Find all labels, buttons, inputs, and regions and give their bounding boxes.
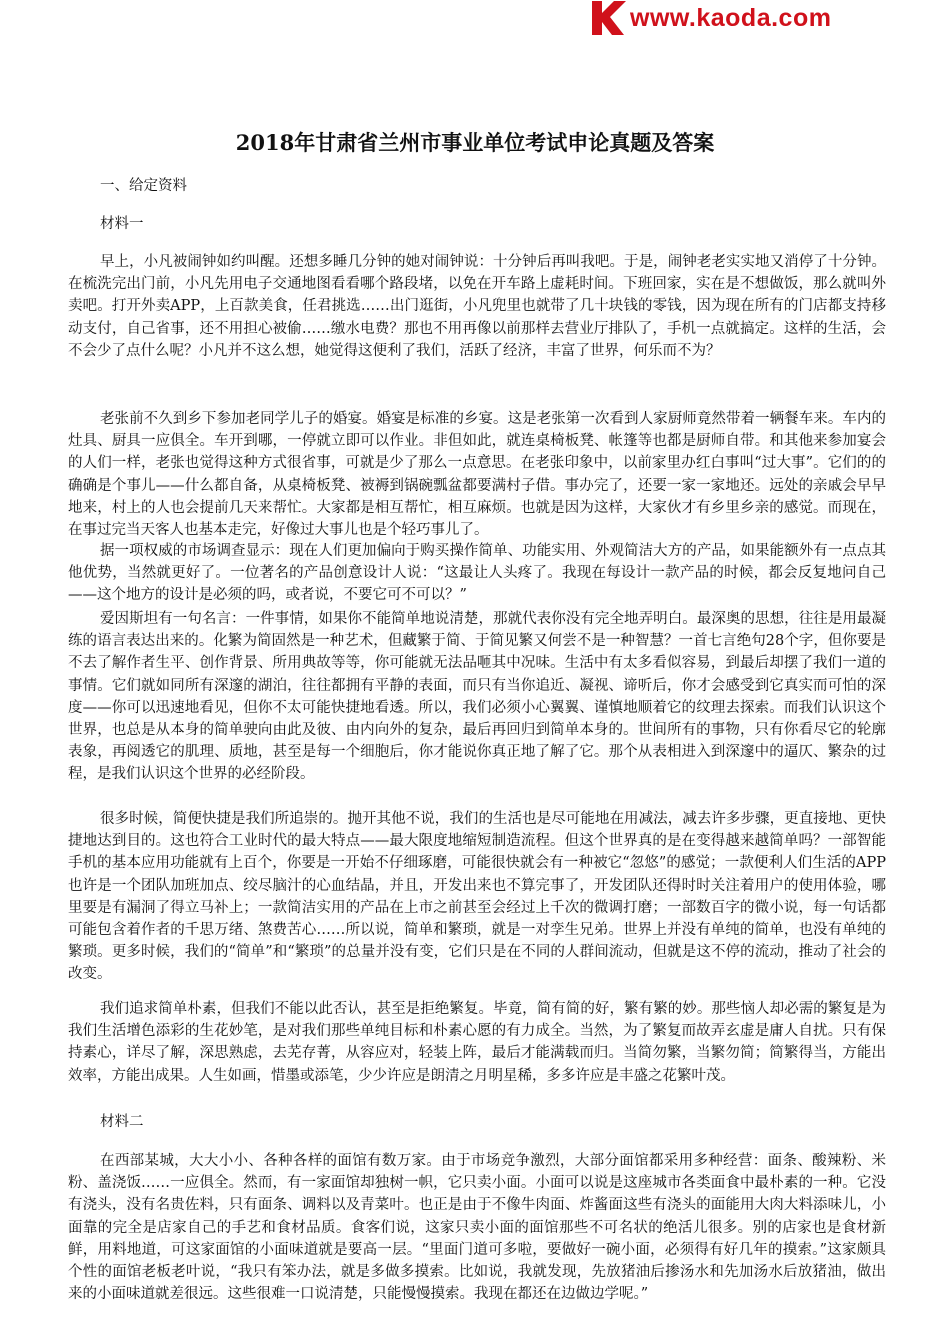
paragraph: 在西部某城，大大小小、各种各样的面馆有数万家。由于市场竞争激烈，大部分面馆都采用多种经营：面条、酸辣粉、米粉、盖浇饭……一应俱全。然而，有一家面馆却独树一帜，它只卖小面。小面可以说是这座城市各类面食中最朴素的一种。它没有浇头，没有名贵佐料，只有面条、调料以及青菜叶。也正是由于不像牛肉面、炸酱面这些有浇头的面能用大肉大料添味儿，小面靠的完全是店家自己的手艺和食材品质。食客们说，这家只卖小面的面馆那些不可名状的绝活儿很多。别的店家也是食材新鲜，用料地道，可这家面馆的小面味道就是要高一层。“里面门道可多啦，要做好一碗小面，必须得有好几年的摸索。”这家颇具个性的面馆老板老叶说，“我只有笨办法，就是多做多摸索。比如说，我就发现，先放猪油后掺汤水和先加汤水后放猪油，做出来的小面味道就差很远。这些很难一口说清楚，只能慢慢摸索。我现在都还在边做边学呢。” (68, 1153, 886, 1303)
site-logo[interactable] (588, 0, 918, 36)
material-two-heading: 材料二 (100, 1114, 144, 1130)
paragraph: 很多时候，简便快捷是我们所追崇的。抛开其他不说，我们的生活也是尽可能地在用减法，减去许多步骤，更直接地、更快捷地达到目的。这也符合工业时代的最大特点——最大限度地缩短制造流程。但这个世界真的是在变得越来越简单吗？一部智能手机的基本应用功能就有上百个，你要是一开始不仔细琢磨，可能很快就会有一种被它“忽悠”的感觉；一款便利人们生活的APP也许是一个团队加班加点、绞尽脑汁的心血结晶，并且，开发出来也不算完事了，开发团队还得时时关注着用户的使用体验，哪里要是有漏洞了得立马补上；一款简洁实用的产品在上市之前甚至会经过上千次的微调打磨；一部数百字的微小说，每一句话都可能包含着作者的千思万绪、煞费苦心……所以说，简单和繁琐，就是一对孪生兄弟。世界上并没有单纯的简单，也没有单纯的繁琐。更多时候，我们的“简单”和“繁琐”的总量并没有变，它们只是在不同的人群间流动，但就是这不停的流动，推动了社会的改变。 (68, 811, 886, 983)
paragraph: 老张前不久到乡下参加老同学儿子的婚宴。婚宴是标准的乡宴。这是老张第一次看到人家厨师竟然带着一辆餐车来。车内的灶具、厨具一应俱全。车开到哪，一停就立即可以作业。非但如此，就连桌椅板凳、帐篷等也都是厨师自带。和其他来参加宴会的人们一样，老张也觉得这种方式很省事，可就是少了那么一点意思。在老张印象中，以前家里办红白事叫“过大事”。它们的的确确是个事儿——什么都自备，从桌椅板凳、被褥到锅碗瓢盆都要满村子借。事办完了，还要一家一家地还。远处的亲戚会早早地来，村上的人也会提前几天来帮忙。大家都是相互帮忙，相互麻烦。也就是因为这样，大家伙才有乡里乡亲的感觉。而现在，在事过完当天客人也基本走完，好像过大事儿也是个轻巧事儿了。 (68, 411, 886, 539)
paragraph: 我们追求简单朴素，但我们不能以此否认，甚至是拒绝繁复。毕竟，简有简的好，繁有繁的妙。那些恼人却必需的繁复是为我们生活增色添彩的生花妙笔，是对我们那些单纯目标和朴素心愿的有力成全。当然，为了繁复而故弄玄虚是庸人自扰。只有保持素心，详尽了解，深思熟虑，去芜存菁，从容应对，轻装上阵，最后才能满载而归。当简勿繁，当繁勿简；简繁得当，方能出效率，方能出成果。人生如画，惜墨或添笔，少少许应是朗清之月明星稀，多多许应是丰盛之花繁叶茂。 (68, 1001, 886, 1084)
material-one-heading: 材料一 (100, 216, 144, 232)
paragraph: 早上，小凡被闹钟如约叫醒。还想多睡几分钟的她对闹钟说：十分钟后再叫我吧。于是，闹钟老老实实地又消停了十分钟。在梳洗完出门前，小凡先用电子交通地图看看哪个路段堵，以免在开车路上虚耗时间。下班回家，实在是不想做饭，那么就叫外卖吧。打开外卖APP，上百款美食，任君挑选……出门逛街，小凡兜里也就带了几十块钱的零钱，因为现在所有的门店都支持移动支付，自己省事，还不用担心被偷……缴水电费？那也不用再像以前那样去营业厅排队了，手机一点就搞定。这样的生活，会不会少了点什么呢？小凡并不这么想，她觉得这便利了我们，活跃了经济，丰富了世界，何乐而不为？ (68, 254, 886, 359)
logo-text: www.kaoda.com (630, 4, 832, 32)
paragraph: 据一项权威的市场调查显示：现在人们更加偏向于购买操作简单、功能实用、外观简洁大方的产品，如果能额外有一点点其他优势，当然就更好了。一位著名的产品创意设计人说：“这最让人头疼了。我现在每设计一款产品的时候，都会反复地问自己——这个地方的设计是必须的吗，或者说，不要它可不可以？” (68, 543, 886, 604)
kaoda-logo-icon (588, 1, 628, 35)
section-heading: 一、给定资料 (100, 178, 187, 194)
paragraph: 爱因斯坦有一句名言：一件事情，如果你不能简单地说清楚，那就代表你没有完全地弄明白。最深奥的思想，往往是用最凝练的语言表达出来的。化繁为简固然是一种艺术，但藏繁于简、于简见繁又何尝不是一种智慧？一首七言绝句28个字，但你要是不去了解作者生平、创作背景、所用典故等等，你可能就无法品咂其中况味。生活中有太多看似容易，到最后却摆了我们一道的事情。它们就如同所有深邃的湖泊，往往都拥有平静的表面，而只有当你追近、凝视、谛听后，你才会感受到它真实而可怕的深度——你可以迅速地看见，但你不太可能快捷地看透。所以，我们必须小心翼翼、谨慎地顺着它的纹理去探索。而我们认识这个世界，也总是从本身的简单驶向由此及彼、由内向外的复杂，最后再回归到简单本身的。世间所有的事物，只有你看尽它的轮廓表象，再阅透它的肌理、质地，甚至是每一个细胞后，你才能说你真正地了解了它。那个从表相进入到深邃中的逼仄、繁杂的过程，是我们认识这个世界的必经阶段。 (68, 611, 886, 783)
document-title: 2018年甘肃省兰州市事业单位考试申论真题及答案 (235, 130, 715, 155)
